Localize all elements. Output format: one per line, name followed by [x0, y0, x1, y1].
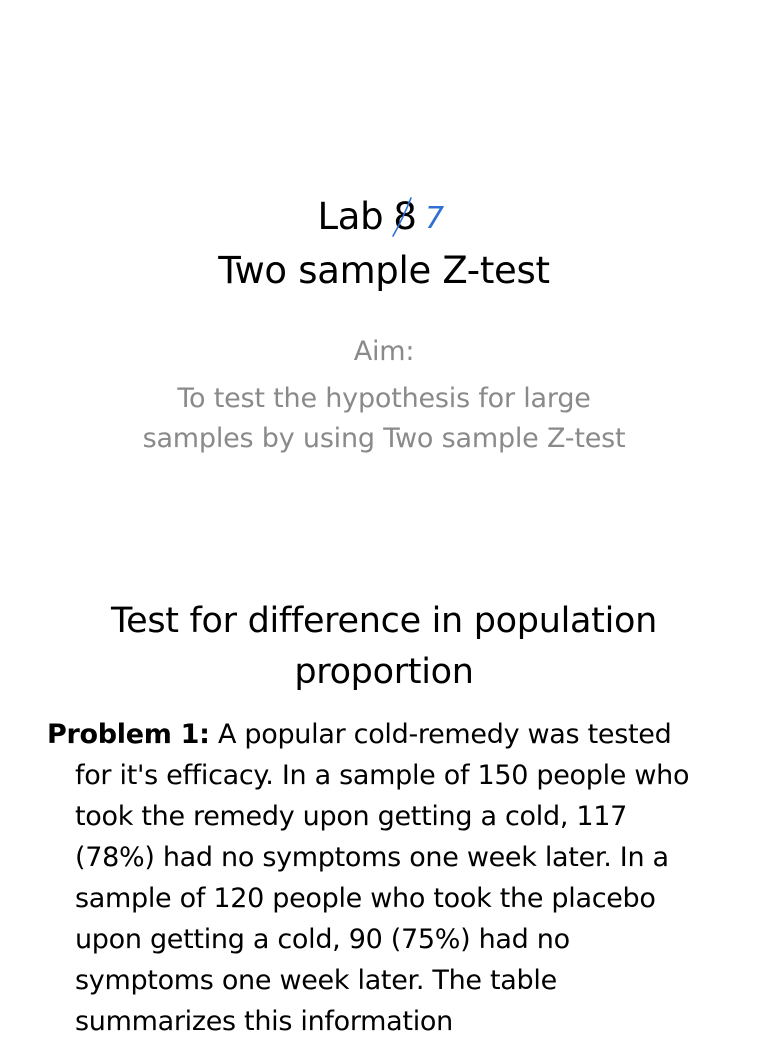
handwritten-seven-icon	[423, 202, 451, 232]
problem-line: sample of 120 people who took the placebo	[75, 883, 656, 914]
aim-label: Aim:	[353, 336, 415, 367]
heading-line-2: proportion	[294, 652, 474, 692]
svg-text:7: 7	[424, 202, 444, 232]
problem-label: Problem 1:	[47, 719, 210, 750]
title-line-1	[0, 190, 768, 244]
title-struck-number	[393, 190, 416, 244]
problem-line: summarizes this information	[75, 1006, 453, 1037]
problem-line: upon getting a cold, 90 (75%) had no	[75, 924, 570, 955]
problem-line: for it's efficacy. In a sample of 150 people who	[75, 760, 690, 791]
problem-first-line-text: A popular cold-remedy was tested	[209, 719, 672, 750]
slide-2-heading	[0, 596, 768, 698]
aim-section	[0, 332, 768, 459]
aim-line-2: samples by using Two sample Z-test	[142, 423, 626, 454]
title-lab-word: Lab	[317, 195, 384, 238]
heading-line-1: Test for difference in population	[110, 601, 658, 641]
problem-1-text	[47, 714, 737, 1042]
problem-first-line	[47, 714, 737, 755]
strike-mark-icon	[389, 196, 419, 240]
title-line-2: Two sample Z-test	[218, 249, 550, 292]
problem-line: symptoms one week later. The table	[75, 965, 557, 996]
problem-line: took the remedy upon getting a cold, 117	[75, 801, 628, 832]
slide-title	[0, 190, 768, 298]
struck-number-text: 8	[393, 195, 417, 238]
problem-line: (78%) had no symptoms one week later. In a	[75, 842, 669, 873]
aim-line-1: To test the hypothesis for large	[177, 383, 591, 414]
